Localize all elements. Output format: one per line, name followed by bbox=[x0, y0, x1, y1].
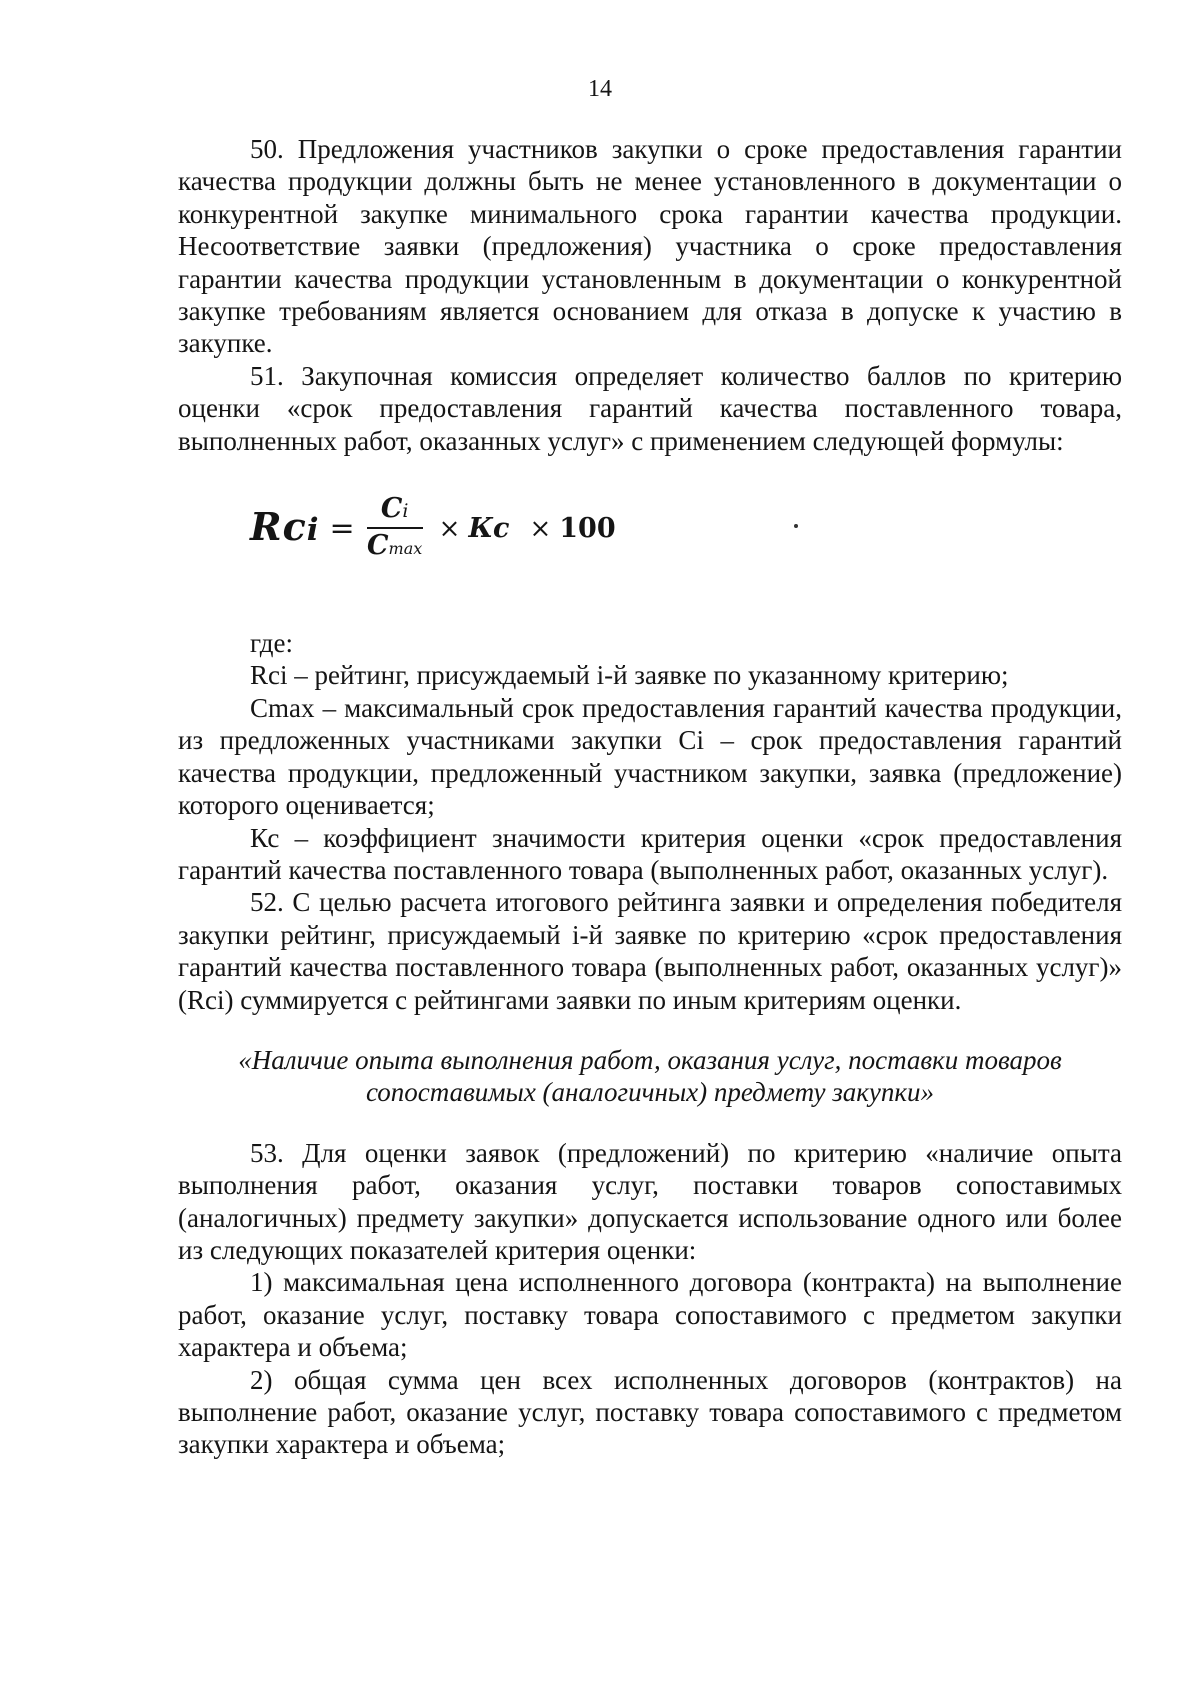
formula-numerator bbox=[375, 493, 415, 527]
formula-constant: 100 bbox=[559, 512, 616, 544]
formula-coefficient: Кc bbox=[468, 512, 510, 544]
spacer bbox=[178, 599, 1122, 627]
rating-formula bbox=[250, 479, 616, 579]
formula-denominator-main: C bbox=[367, 529, 389, 561]
paragraph-50: 50. Предложения участников закупки о сроке предоставления гарантии качества продукции должны быть не менее установленного в документации о конкурентной закупке минимального срока гарантии качества продукции. Несоответствие заявки (предложения) участника о сроке предоставления гарантии качества продукции установленным в документации о конкурентной закупке требованиям является основанием для отказа в допуске к участию в закупке. bbox=[178, 134, 1122, 359]
list-item-2: 2) общая сумма цен всех исполненных договоров (контрактов) на выполнение работ, оказание услуг, поставку товара сопоставимого с предметом закупки характера и объема; bbox=[178, 1364, 1122, 1460]
paragraph-53: 53. Для оценки заявок (предложений) по критерию «наличие опыта выполнения работ, оказания услуг, поставки товаров сопоставимых (аналогичных) предмету закупки» допускается использование одного или более из следующих показателей критерия оценки: bbox=[178, 1137, 1122, 1265]
formula-numerator-main: C bbox=[380, 492, 403, 524]
formula-lhs-main: Rc bbox=[250, 504, 307, 550]
definition-rci: Rci – рейтинг, присуждаемый i-й заявке по указанному критерию; bbox=[250, 660, 1009, 691]
section-heading: «Наличие опыта выполнения работ, оказания услуг, поставки товаров сопоставимых (аналогичных) предмету закупки» bbox=[238, 1044, 1062, 1108]
formula-equals: = bbox=[329, 510, 355, 546]
formula-block bbox=[178, 469, 1122, 587]
formula-times-1: × bbox=[438, 513, 461, 544]
page-number: 14 bbox=[588, 76, 612, 102]
formula-denominator-sub: max bbox=[388, 538, 423, 558]
document-body bbox=[178, 133, 1122, 1461]
formula-times-2: × bbox=[529, 513, 552, 544]
list-item-1: 1) максимальная цена исполненного договора (контракта) на выполнение работ, оказание услуг, поставку товара сопоставимого с предметом закупки характера и объема; bbox=[178, 1267, 1122, 1363]
formula-fraction bbox=[367, 493, 423, 566]
definition-kc: Кс – коэффициент значимости критерия оценки «срок предоставления гарантий качества поставленного товара (выполненных работ, оказанных услуг). bbox=[178, 822, 1122, 885]
formula-lhs-sub: i bbox=[306, 512, 320, 549]
scan-speck bbox=[794, 524, 798, 528]
formula-denominator bbox=[367, 529, 422, 566]
where-label: где: bbox=[250, 628, 293, 659]
formula-numerator-sub: i bbox=[402, 499, 409, 522]
definition-cmax: Cmax – максимальный срок предоставления гарантий качества продукции, из предложенных участниками закупки Ci – срок предоставления гарантий качества продукции, предложенный участником закупки, заявка (предложение) которого оценивается; bbox=[178, 692, 1122, 821]
paragraph-51: 51. Закупочная комиссия определяет количество баллов по критерию оценки «срок предоставления гарантий качества поставленного товара, выполненных работ, оказанных услуг» с применением следующей формулы: bbox=[178, 360, 1122, 456]
formula-lhs bbox=[250, 504, 320, 550]
paragraph-52: 52. С целью расчета итогового рейтинга заявки и определения победителя закупки рейтинг, присуждаемый i-й заявке по критерию «срок предоставления гарантий качества поставленного товара (выполненных работ, оказанных услуг)» (Rci) суммируется с рейтингами заявки по иным критериям оценки. bbox=[178, 887, 1122, 1015]
